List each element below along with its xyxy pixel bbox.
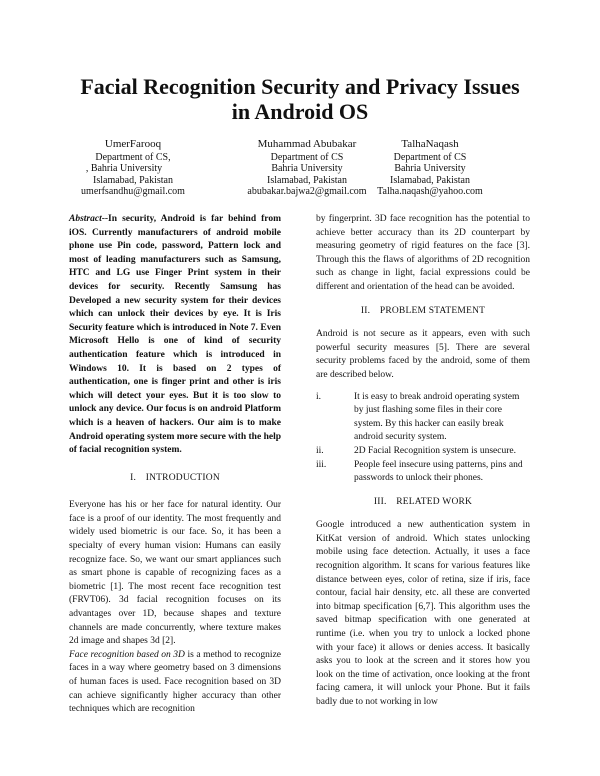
abstract xyxy=(69,213,281,458)
author-city: Islamabad, Pakistan xyxy=(93,174,173,186)
paper-title xyxy=(40,74,560,124)
intro-paragraph-1: Everyone has his or her face for natural identity. Our face is a proof of our identity. The most frequently and widely used biometric is our face. So, it has been a specialty of every human vision: Humans can easily recognize face. So, we want our smart appliances such as smart phone is capable of recognizing faces as a biometric [1]. The most recent face recognition test (FRVT06). 3d facial recognition focuses on its advantages over 1D, because shapes and texture channels are made concurrently, where texture makes 2d image and shapes 3d [2]. xyxy=(69,500,281,647)
list-item-text: 2D Facial Recognition system is unsecure. xyxy=(354,445,516,456)
list-item-number: i. xyxy=(316,391,322,402)
author-email: Talha.naqash@yahoo.com xyxy=(377,186,483,197)
right-column xyxy=(316,213,530,710)
left-column xyxy=(69,213,281,717)
author-block-2 xyxy=(232,139,382,198)
intro-paragraph-2-emphasis: Face recognition based on 3D xyxy=(69,649,185,660)
author-university: Bahria University xyxy=(271,163,343,174)
related-work-paragraph: Google introduced a new authentication system in KitKat version of android. Which states unlocking mobile using face detection. Actually, it uses a face recognition algorithm. It scans for various features like distance between eyes, color of retina, size if iris, face contour, facial hair density, etc. all these are converted into bitmap specification [6,7]. This algorithm uses the saved bitmap specification with one generated at runtime (i.e. when you try to unlock a locked phone with your face) it allows or denies access. It basically asks you to look at the screen and it stores how you look on the time of activation, once looking at the front facing camera, it will unlock your Phone. But it fails badly due to not working in low xyxy=(316,520,530,707)
section-heading-problem-statement: II. PROBLEM STATEMENT xyxy=(360,305,486,316)
section-heading-related-work: III. RELATED WORK xyxy=(373,496,473,507)
section-heading-introduction: I. INTRODUCTION xyxy=(130,472,220,483)
list-item-number: iii. xyxy=(316,459,327,470)
author-university: , Bahria University xyxy=(85,163,163,174)
author-block-3 xyxy=(370,139,490,198)
intro-paragraph-2 xyxy=(69,649,281,717)
title-line-1: Facial Recognition Security and Privacy Issues xyxy=(80,74,520,99)
list-item xyxy=(316,391,530,445)
abstract-label: Abstract xyxy=(69,214,102,224)
author-dept: Department of CS, xyxy=(95,151,171,163)
author-city: Islamabad, Pakistan xyxy=(267,174,347,186)
author-name: TalhaNaqash xyxy=(401,138,459,150)
author-block-1 xyxy=(58,139,208,198)
problem-paragraph: Android is not secure as it appears, even with such powerful security measures [5]. There are several security problems faced by the android, some of them are described below. xyxy=(316,329,530,380)
list-item-text: It is easy to break android operating system by just flashing some files in their core system. By this hacker can easily break android security system. xyxy=(354,391,520,443)
list-item-text: People feel insecure using patterns, pins and passwords to unlock their phones. xyxy=(354,459,523,484)
abstract-text: --In security, Android is far behind from iOS. Currently manufacturers of android mobile phone use Pin code, password, Pattern lock and most of leading manufacturers such as Samsung, HTC and LG use Finger Print system in their devices for security. Recently Samsung has Developed a new security system for their devices which can unlock their devices by eye. It is Iris Security feature which is introduced in Note 7. Even Microsoft Hello is one of kind of security authentication feature which is introduced in Windows 10. It is based on 2 types of authentication, one is finger print and other is iris which will detect your eyes. But it is too slow to unlock any device. Our focus is on android Platform which is a heaven of hackers. Our aim is to make Android operating system more secure with the help of facial recognition system. xyxy=(69,214,281,456)
author-dept: Department of CS xyxy=(393,151,467,163)
author-name: Muhammad Abubakar xyxy=(257,138,357,150)
author-email: umerfsandhu@gmail.com xyxy=(81,186,185,197)
author-name: UmerFarooq xyxy=(104,138,162,150)
problem-list xyxy=(316,391,530,486)
list-item xyxy=(316,459,530,486)
list-item xyxy=(316,445,530,459)
intro-paragraph-2-continued: by fingerprint. 3D face recognition has the potential to achieve better accuracy than its 2D counterpart by measuring geometry of rigid features on the face [3]. Through this the flaws of algorithms of 2D recognition such as change in light, facial expressions could be different and orientation of the head can be avoided. xyxy=(316,214,530,292)
intro-paragraph-2-text: is a method to recognize faces in a way where geometry based on 3 dimensions of human faces is used. Face recognition based on 3D can achieve significantly higher accuracy than other techniques which are recognition xyxy=(69,649,281,715)
list-item-number: ii. xyxy=(316,445,324,456)
author-university: Bahria University xyxy=(394,163,466,174)
author-city: Islamabad, Pakistan xyxy=(390,174,470,186)
author-email: abubakar.bajwa2@gmail.com xyxy=(247,186,367,197)
author-dept: Department of CS xyxy=(270,151,344,163)
title-line-2: in Android OS xyxy=(231,99,369,124)
